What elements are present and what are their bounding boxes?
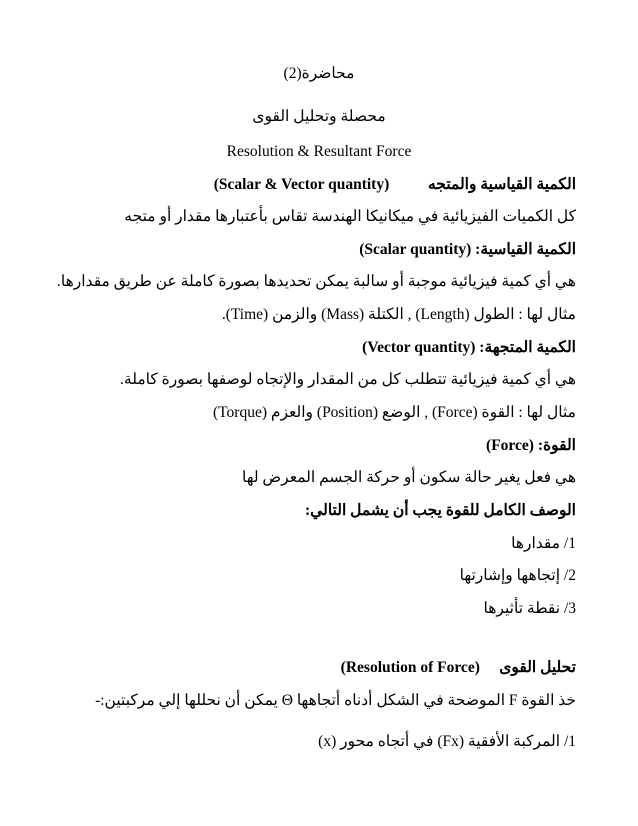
list-item: 1/ مقدارها [511,535,576,552]
vector-definition: هي أي كمية فيزيائية تتطلب كل من المقدار والإتجاه لوصفها بصورة كاملة. [120,371,576,388]
force-definition: هي فعل يغير حالة سكون أو حركة الجسم المعرض لها [241,469,576,486]
intro-line: كل الكميات الفيزيائية في ميكانيكا الهندسة تقاس بأعتبارها مقدار أو متجه [124,208,576,225]
scalar-vector-heading-en: (Scalar & Vector quantity) [213,176,390,193]
scalar-vector-heading [214,175,576,195]
scalar-heading: الكمية القياسية: (Scalar quantity) [359,241,576,258]
list-item: 3/ نقطة تأثيرها [483,600,576,617]
force-description-heading: الوصف الكامل للقوة يجب أن يشمل التالي: [305,502,576,519]
vector-heading: الكمية المتجهة: (Vector quantity) [362,339,576,356]
resolution-heading [341,658,576,678]
list-item: 2/ إتجاهها وإشارتها [459,567,576,584]
english-subtitle: Resolution & Resultant Force [226,143,412,160]
lecture-title: محاضرة(2) [283,65,355,82]
resolution-heading-en: (Resolution of Force) [340,659,480,676]
resolution-intro: خذ القوة F الموضحة في الشكل أدناه أتجاهها Θ يمكن أن نحللها إلي مركبتين:- [95,692,576,709]
scalar-vector-heading-ar: الكمية القياسية والمتجه [428,176,576,193]
force-heading: القوة: (Force) [486,437,576,454]
resolution-heading-ar: تحليل القوى [499,659,576,676]
vector-example: مثال لها : القوة (Force) , الوضع (Position) والعزم (Torque) [212,404,576,421]
arabic-subtitle: محصلة وتحليل القوى [252,108,386,125]
resolution-component-1: 1/ المركبة الأفقية (Fx) في أتجاه محور (x) [318,733,576,750]
scalar-definition: هي أي كمية فيزيائية موجبة أو سالبة يمكن تحديدها بصورة كاملة عن طريق مقدارها. [57,273,576,290]
scalar-example: مثال لها : الطول (Length) , الكتلة (Mass) والزمن (Time). [221,306,576,323]
